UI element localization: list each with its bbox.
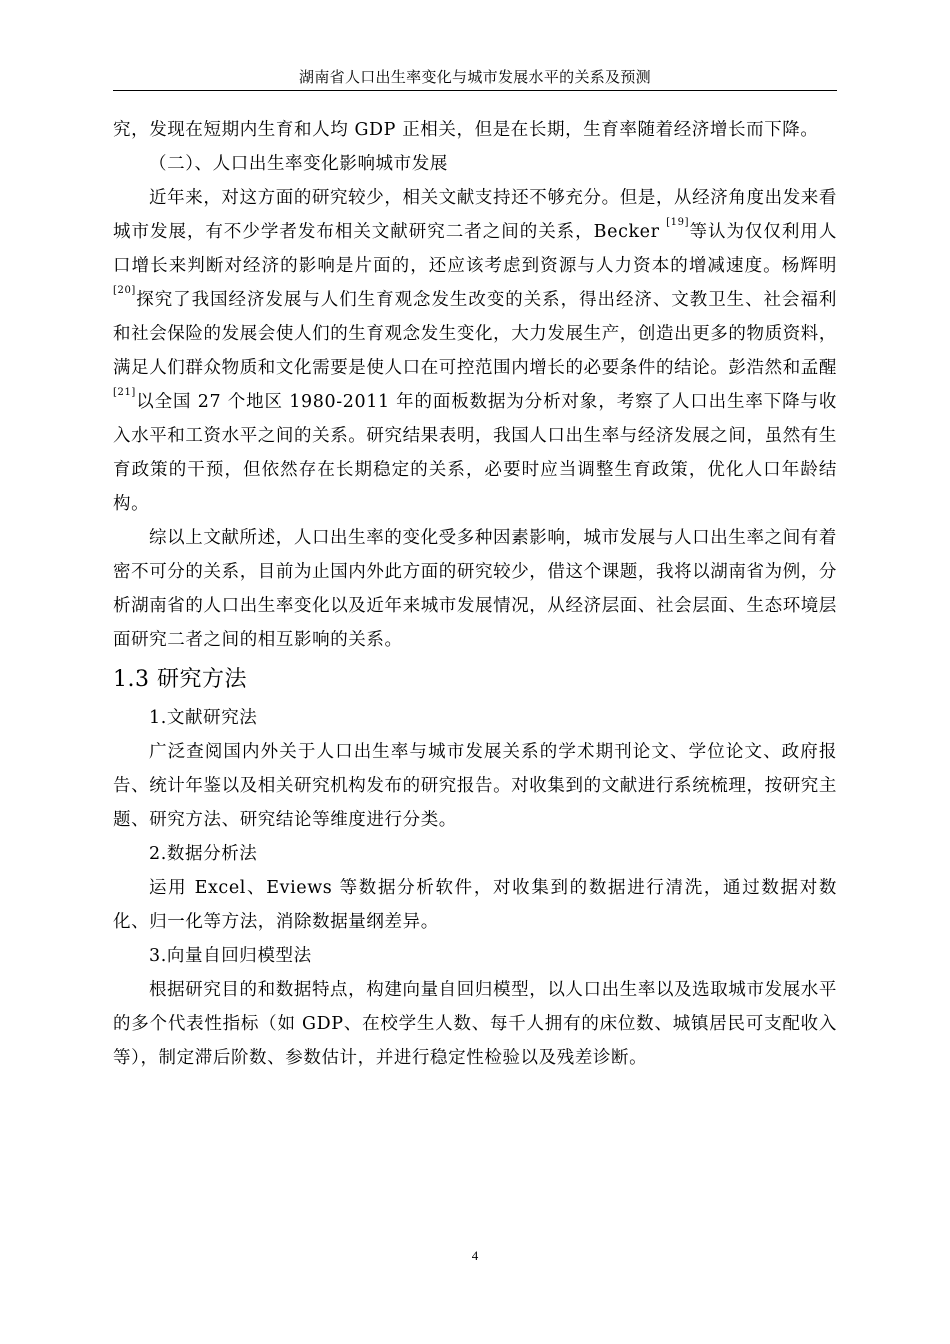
document-body — [113, 113, 837, 1075]
paragraph-literature — [113, 181, 837, 521]
paragraph-summary: 综以上文献所述，人口出生率的变化受多种因素影响，城市发展与人口出生率之间有着密不可分的关系，目前为止国内外此方面的研究较少，借这个课题，我将以湖南省为例，分析湖南省的人口出生率变化以及近年来城市发展情况，从经济层面、社会层面、生态环境层面研究二者之间的相互影响的关系。 — [113, 528, 837, 650]
paragraph-text: 近年来，对这方面的研究较少，相关文献支持还不够充分。但是，从经济角度出发来看城市发展，有不少学者发布相关文献研究二者之间的关系，Becker — [113, 188, 837, 242]
paragraph-text: 以全国 27 个地区 1980-2011 年的面板数据为分析对象，考察了人口出生率下降与收入水平和工资水平之间的关系。研究结果表明，我国人口出生率与经济发展之间，虽然有生育政策的干预，但依然存在长期稳定的关系，必要时应当调整生育政策，优化人口年龄结构。 — [113, 392, 837, 514]
method-body: 运用 Excel、Eviews 等数据分析软件，对收集到的数据进行清洗，通过数据对数化、归一化等方法，消除数据量纲差异。 — [113, 878, 837, 932]
citation-ref: [19] — [666, 217, 690, 228]
method-title: 2.数据分析法 — [149, 844, 258, 864]
paragraph-continued: 究，发现在短期内生育和人均 GDP 正相关，但是在长期，生育率随着经济增长而下降。 — [113, 120, 819, 140]
method-title: 3.向量自回归模型法 — [149, 946, 312, 966]
page-header — [113, 66, 837, 91]
section-heading: 1.3 研究方法 — [113, 667, 247, 692]
method-title: 1.文献研究法 — [149, 708, 258, 728]
subsection-heading: （二）、人口出生率变化影响城市发展 — [149, 154, 448, 174]
paragraph-text: 等认为仅仅利用人口增长来判断对经济的影响是片面的，还应该考虑到资源与人力资本的增减速度。杨辉明 — [113, 222, 837, 276]
header-title: 湖南省人口出生率变化与城市发展水平的关系及预测 — [299, 68, 651, 86]
method-body: 广泛查阅国内外关于人口出生率与城市发展关系的学术期刊论文、学位论文、政府报告、统计年鉴以及相关研究机构发布的研究报告。对收集到的文献进行系统梳理，按研究主题、研究方法、研究结论等维度进行分类。 — [113, 742, 837, 830]
citation-ref: [20] — [113, 285, 136, 296]
method-body: 根据研究目的和数据特点，构建向量自回归模型，以人口出生率以及选取城市发展水平的多个代表性指标（如 GDP、在校学生人数、每千人拥有的床位数、城镇居民可支配收入等），制定滞后阶数、参数估计，并进行稳定性检验以及残差诊断。 — [113, 980, 837, 1068]
page-number: 4 — [471, 1248, 479, 1263]
paragraph-text: 探究了我国经济发展与人们生育观念发生改变的关系，得出经济、文教卫生、社会福利和社会保险的发展会使人们的生育观念发生变化，大力发展生产，创造出更多的物质资料，满足人们群众物质和文化需要是使人口在可控范围内增长的必要条件的结论。彭浩然和孟醒 — [113, 290, 837, 378]
citation-ref: [21] — [113, 387, 136, 398]
